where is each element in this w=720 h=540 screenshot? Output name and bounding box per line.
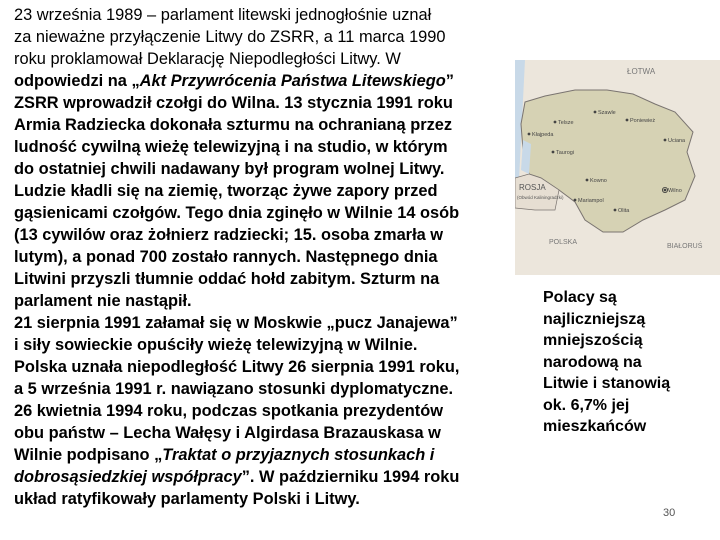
city-dot (614, 209, 617, 212)
city-dot (554, 121, 557, 124)
city-label: Szawle (598, 110, 616, 116)
text-fragment: ” (445, 72, 454, 90)
text-line: a 5 września 1991 r. nawiązano stosunki dyplomatyczne. (14, 380, 454, 398)
text-line (14, 444, 514, 466)
text-line: gąsienicami czołgów. Tego dnia zginęło w Wilnie 14 osób (14, 204, 460, 222)
treaty-title: Traktat o przyjaznych stosunkach i (162, 446, 435, 464)
map-label-russia: ROSJA (519, 183, 546, 192)
text-fragment: ”. W październiku 1994 roku (241, 468, 460, 486)
map-label-kaliningrad: (Obwód Kaliningradzki) (517, 195, 564, 200)
city-label: Mariampol (578, 198, 604, 204)
side-line: narodową na (543, 353, 642, 371)
text-line: (13 cywilów oraz żołnierz radziecki; 15. osoba zmarła w (14, 226, 444, 244)
side-line: Litwie i stanowią (543, 375, 671, 392)
side-note (543, 287, 713, 438)
city-dot (626, 119, 629, 122)
side-line: ok. 6,7% jej (543, 396, 630, 414)
text-line: lutym), a ponad 700 zostało rannych. Następnego dnia (14, 248, 438, 266)
city-label: Uciana (668, 138, 686, 144)
text-line (14, 70, 514, 92)
map-label-poland: POLSKA (549, 239, 578, 246)
text-line: roku proklamował Deklarację Niepodległości Litwy. W (14, 50, 401, 68)
city-dot (528, 133, 531, 136)
city-dot (552, 151, 555, 154)
map-label-belarus: BIAŁORUŚ (667, 243, 703, 250)
text-line: ludność cywilną wieżę telewizyjną i na studio, w którym (14, 138, 448, 156)
treaty-title-cont: dobrosąsiedzkiej współpracy (14, 468, 242, 486)
side-line: mniejszością (543, 332, 643, 349)
text-line: 26 kwietnia 1994 roku, podczas spotkania prezydentów (14, 402, 444, 420)
text-line: Armia Radziecka dokonała szturmu na ochranianą przez (14, 116, 453, 134)
city-dot (664, 139, 667, 142)
lithuania-map (515, 60, 720, 275)
text-fragment: odpowiedzi na „ (14, 72, 140, 90)
map-label-latvia: ŁOTWA (627, 67, 656, 76)
text-fragment: Wilnie podpisano „ (14, 446, 163, 464)
side-line: najliczniejszą (543, 310, 646, 328)
city-dot (586, 179, 589, 182)
text-line: i siły sowieckie opuściły wieżę telewizyjną w Wilnie. (14, 336, 418, 354)
side-line: Polacy są (543, 289, 617, 306)
text-line: do ostatniej chwili nadawany był program wolnej Litwy. (14, 160, 445, 178)
text-line: parlament nie nastąpił. (14, 292, 192, 310)
city-dot (664, 189, 667, 192)
act-title: Akt Przywrócenia Państwa Litewskiego (139, 72, 446, 90)
city-label: Kowno (590, 178, 607, 184)
city-dot (594, 111, 597, 114)
side-line: mieszkańców (543, 418, 647, 435)
city-label: Kłajpeda (532, 132, 554, 138)
text-line: ZSRR wprowadził czołgi do Wilna. 13 stycznia 1991 roku (14, 94, 453, 112)
city-label: Poniewież (630, 118, 656, 124)
page-number: 30 (663, 507, 676, 519)
main-text-block (14, 4, 514, 510)
text-line: za nieważne przyłączenie Litwy do ZSRR, a 11 marca 1990 (14, 28, 446, 46)
city-dot (574, 199, 577, 202)
city-label: Taurogi (556, 150, 575, 156)
text-line: 21 sierpnia 1991 załamał się w Moskwie „pucz Janajewa” (14, 314, 458, 332)
text-line: Ludzie kładli się na ziemię, tworząc żywe zapory przed (14, 182, 438, 200)
text-line: Litwini przyszli tłumnie oddać hołd zabitym. Szturm na (14, 270, 440, 288)
text-line: 23 września 1989 – parlament litewski jednogłośnie uznał (14, 6, 432, 24)
text-line: układ ratyfikowały parlamenty Polski i Litwy. (14, 490, 360, 508)
text-line (14, 466, 514, 488)
city-label: Olita (618, 208, 630, 214)
text-line: Polska uznała niepodległość Litwy 26 sierpnia 1991 roku, (14, 358, 460, 376)
city-label: Wilno (668, 188, 682, 194)
city-label: Telsze (558, 120, 574, 126)
text-line: obu państw – Lecha Wałęsy i Algirdasa Brazauskasa w (14, 424, 441, 442)
